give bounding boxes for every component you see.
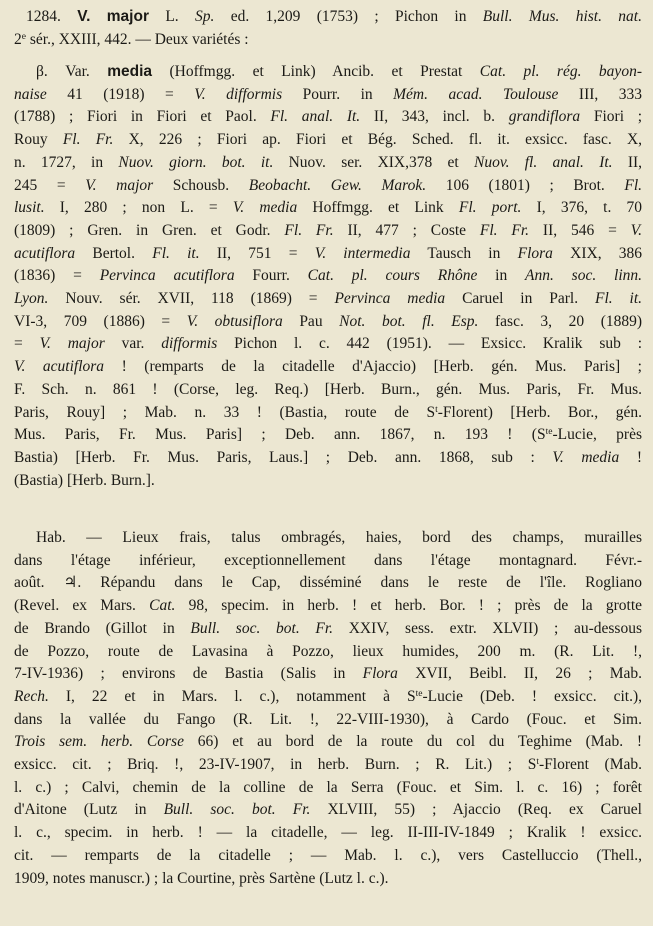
text-line xyxy=(14,641,642,664)
text-line xyxy=(14,333,642,356)
text-line xyxy=(14,243,642,266)
text-span: Schousb. xyxy=(172,176,230,194)
text-line xyxy=(14,845,642,868)
text-span: ed. 1,209 (1753) ; Pichon in xyxy=(230,8,467,25)
reference-title: Trois sem. herb. Corse xyxy=(14,733,184,751)
text-span: II, 477 ; Coste xyxy=(347,221,467,239)
synonym: Pervinca acutiflora xyxy=(99,267,235,285)
genus-abbrev: V. xyxy=(77,8,91,25)
reference-title: Rech. xyxy=(14,687,49,705)
text-line xyxy=(14,447,642,470)
text-line xyxy=(14,356,642,379)
text-line xyxy=(14,197,642,220)
reference-title: Ann. soc. linn. xyxy=(525,267,642,285)
text-line xyxy=(14,129,642,152)
text-span: 7-IV-1936) ; environs de Bastia (Salis in xyxy=(14,665,346,683)
text-span: de Pozzo, route de Lavasina à Pozzo, lieux humides, 200 m. (R. Lit. !, xyxy=(14,642,642,660)
text-line xyxy=(14,84,642,107)
text-span: = xyxy=(14,335,23,353)
text-span: I, 280 ; non L. = xyxy=(59,199,218,217)
text-span: II, xyxy=(627,153,642,171)
text-span: l. c.) ; Calvi, chemin de la colline de la Serra (Fouc. et Sim. l. c. 16) ; forêt xyxy=(14,778,642,796)
superscript: t xyxy=(536,756,539,768)
text-span: août. xyxy=(14,574,45,592)
text-span: ! xyxy=(636,448,642,466)
reference-title: lusit. xyxy=(14,199,45,217)
text-span: Bastia) [Herb. Fr. Mus. Paris, Laus.] ; Deb. ann. 1868, sub : xyxy=(14,448,535,466)
text-span: sér., XXIII, 442. — Deux variétés : xyxy=(29,30,249,48)
superscript: e xyxy=(21,30,27,42)
text-line xyxy=(14,572,642,595)
text-span: Hab. — Lieux frais, talus ombragés, haies, bord des champs, murailles xyxy=(36,529,642,546)
text-line xyxy=(14,595,642,618)
text-line xyxy=(14,175,642,198)
synonym: V. major xyxy=(39,335,105,353)
text-span: (Bastia) [Herb. Burn.]. xyxy=(14,471,155,489)
text-span: XXIV, sess. extr. XLVII) ; au-dessous xyxy=(348,619,642,637)
text-span: 2 xyxy=(14,30,22,48)
text-line xyxy=(14,663,642,686)
text-span: Fourr. xyxy=(252,267,290,285)
reference-title: Nuov. fl. anal. It. xyxy=(474,153,613,171)
text-span: -Florent) [Herb. Bor., gén. xyxy=(437,403,642,421)
text-span: -Florent (Mab. xyxy=(538,756,642,774)
text-span: cit. — remparts de la citadelle ; — Mab. l. c.), vers Castelluccio (Thell., xyxy=(14,846,642,864)
species-name: major xyxy=(106,8,149,25)
text-span: Bertol. xyxy=(92,244,135,262)
text-span: ! (remparts de la citadelle d'Ajaccio) [Herb. gén. Mus. Paris] ; xyxy=(121,358,642,376)
reference-title: Fl. Fr. xyxy=(479,221,530,239)
text-line xyxy=(14,470,642,493)
variety-beta-paragraph xyxy=(14,61,642,492)
text-line xyxy=(14,106,642,129)
text-span: . Répandu dans le Cap, disséminé dans le reste de l'île. Rogliano xyxy=(77,574,642,592)
reference-title: Beobacht. Gew. Marok. xyxy=(248,176,427,194)
text-line xyxy=(14,379,642,402)
synonym: Pervinca media xyxy=(334,290,446,308)
reference-title: Fl. Fr. xyxy=(62,131,114,149)
synonym: difformis xyxy=(161,335,218,353)
reference-title: Fl. it. xyxy=(595,290,642,308)
text-span: l. c., specim. in herb. ! — la citadelle, — leg. II-III-IV-1849 ; Kralik ! exsicc. xyxy=(14,824,642,842)
text-line xyxy=(14,618,642,641)
text-span: Fiori ; xyxy=(593,108,642,126)
text-span: (1809) ; Gren. in Gren. et Godr. xyxy=(14,221,271,239)
text-line xyxy=(14,265,642,288)
entry-number: 1284. xyxy=(26,8,61,25)
reference-title: Bull. Mus. hist. nat. xyxy=(482,8,642,25)
text-line xyxy=(14,731,642,754)
text-span: XIX, 386 xyxy=(570,244,642,262)
text-span: I, 22 et in Mars. l. c.), notamment à S xyxy=(65,687,416,705)
text-span: Rouy xyxy=(14,131,48,149)
synonym: grandiflora xyxy=(508,108,581,126)
text-span: exsicc. cit. ; Briq. !, 23-IV-1907, in herb. Burn. ; R. Lit.) ; S xyxy=(14,756,537,774)
synonym: V. media xyxy=(552,448,620,466)
text-line xyxy=(14,288,642,311)
text-span: VI-3, 709 (1886) = xyxy=(14,312,171,330)
text-span: II, 546 = xyxy=(542,221,617,239)
text-span: in xyxy=(495,267,508,285)
synonym: V. media xyxy=(232,199,298,217)
text-line xyxy=(14,424,642,447)
reference-title: Fl. port. xyxy=(458,199,522,217)
text-line xyxy=(14,152,642,175)
variety-name: media xyxy=(107,63,153,80)
text-span: de Brando (Gillot in xyxy=(14,619,175,637)
text-span: dans la vallée du Fango (R. Lit. !, 22-VIII-1930), à Cardo (Fouc. et Sim. xyxy=(14,710,642,728)
text-line xyxy=(14,822,642,845)
synonym: acutiflora xyxy=(14,244,76,262)
text-span: II, 751 = xyxy=(216,244,298,262)
text-line xyxy=(14,777,642,800)
reference-title: Flora xyxy=(517,244,553,262)
text-span: (Revel. ex Mars. xyxy=(14,597,136,615)
text-span: -Lucie (Deb. ! exsicc. cit.), xyxy=(422,687,642,705)
text-span: 1909, notes manuscr.) ; la Courtine, près Sartène (Lutz l. c.). xyxy=(14,869,389,887)
reference-title: Mém. acad. Toulouse xyxy=(393,85,559,103)
reference-title: Cat. pl. rég. bayon- xyxy=(479,63,642,80)
text-span: L. xyxy=(165,8,179,25)
synonym: V. xyxy=(630,221,642,239)
text-span: 106 (1801) ; Brot. xyxy=(445,176,605,194)
reference-title: Fl. it. xyxy=(152,244,200,262)
text-span: (Hoffmgg. et Link) Ancib. et Prestat xyxy=(169,63,463,80)
text-span: 98, specim. in herb. ! et herb. Bor. ! ; près de la grotte xyxy=(188,597,642,615)
text-span: Pourr. in xyxy=(302,85,373,103)
text-span: F. Sch. n. 861 ! (Corse, leg. Req.) [Herb. Burn., gén. Mus. Paris, Fr. Mus. xyxy=(14,380,642,398)
reference-title: Cat. xyxy=(149,597,176,615)
reference-title: Cat. pl. cours Rhône xyxy=(307,267,478,285)
text-span: 245 = xyxy=(14,176,66,194)
text-span: Pichon l. c. 442 (1951). — Exsicc. Kralik sub : xyxy=(234,335,642,353)
text-line xyxy=(14,868,642,891)
text-span: dans l'étage inférieur, exceptionnellement dans l'étage montagnard. Févr.- xyxy=(14,551,642,569)
text-line xyxy=(14,6,642,29)
text-line xyxy=(14,61,642,84)
text-line xyxy=(14,709,642,732)
text-span: 41 (1918) = xyxy=(67,85,174,103)
synonym: V. major xyxy=(85,176,154,194)
perennial-symbol-icon: ♃ xyxy=(63,574,78,592)
reference-title: Fl. Fr. xyxy=(284,221,334,239)
text-span: -Lucie, près xyxy=(552,426,642,444)
text-span: XVII, Beibl. II, 26 ; Mab. xyxy=(415,665,642,683)
text-span: Mus. Paris, Fr. Mus. Paris] ; Deb. ann. 1867, n. 193 ! (S xyxy=(14,426,546,444)
species-entry-header xyxy=(14,6,642,51)
reference-title: Bull. soc. bot. Fr. xyxy=(163,801,311,819)
text-span: 66) et au bord de la route du col du Teghime (Mab. ! xyxy=(197,733,642,751)
text-span: Pau xyxy=(299,312,323,330)
text-span: Hoffmgg. et Link xyxy=(312,199,444,217)
reference-title: Fl. xyxy=(624,176,642,194)
text-span: Paris, Rouy] ; Mab. n. 33 ! (Bastia, route de S xyxy=(14,403,436,421)
habitat-paragraph xyxy=(14,527,642,890)
superscript: te xyxy=(415,688,423,700)
text-span: II, 343, incl. b. xyxy=(373,108,495,126)
text-line xyxy=(14,402,642,425)
text-span: Tausch in xyxy=(427,244,501,262)
text-span: I, 376, t. 70 xyxy=(536,199,642,217)
text-span: var. xyxy=(121,335,145,353)
text-line xyxy=(14,29,642,52)
reference-title: Bull. soc. bot. Fr. xyxy=(190,619,334,637)
text-span: XLVIII, 55) ; Ajaccio (Req. ex Caruel xyxy=(327,801,642,819)
text-line xyxy=(14,311,642,334)
reference-title: Fl. anal. It. xyxy=(270,108,361,126)
text-span: d'Aitone (Lutz in xyxy=(14,801,147,819)
synonym: V. intermedia xyxy=(314,244,411,262)
synonym: V. obtusiflora xyxy=(186,312,283,330)
reference-title: Not. bot. fl. Esp. xyxy=(339,312,479,330)
reference-title: Sp. xyxy=(194,8,215,25)
text-span: Caruel in Parl. xyxy=(462,290,579,308)
reference-title: Lyon. xyxy=(14,290,49,308)
reference-title: naise xyxy=(14,85,47,103)
text-span: fasc. 3, 20 (1889) xyxy=(495,312,642,330)
reference-title: Nuov. giorn. bot. it. xyxy=(118,153,274,171)
text-span: X, 226 ; Fiori ap. Fiori et Bég. Sched. fl. it. exsicc. fasc. X, xyxy=(128,131,642,149)
text-span: (1836) = xyxy=(14,267,82,285)
synonym: V. difformis xyxy=(194,85,283,103)
text-line xyxy=(14,527,642,550)
synonym: V. acutiflora xyxy=(14,358,105,376)
superscript: t xyxy=(435,403,438,415)
text-span: n. 1727, in xyxy=(14,153,104,171)
text-line xyxy=(14,220,642,243)
text-line xyxy=(14,754,642,777)
variety-label: β. Var. xyxy=(36,63,90,80)
superscript: te xyxy=(545,426,553,438)
text-line xyxy=(14,799,642,822)
text-line xyxy=(14,550,642,573)
reference-title: Flora xyxy=(362,665,398,683)
text-span: III, 333 xyxy=(578,85,642,103)
text-span: Nuov. ser. XIX,378 et xyxy=(288,153,459,171)
text-line xyxy=(14,686,642,709)
text-span: Nouv. sér. XVII, 118 (1869) = xyxy=(65,290,318,308)
text-span: (1788) ; Fiori in Fiori et Paol. xyxy=(14,108,257,126)
